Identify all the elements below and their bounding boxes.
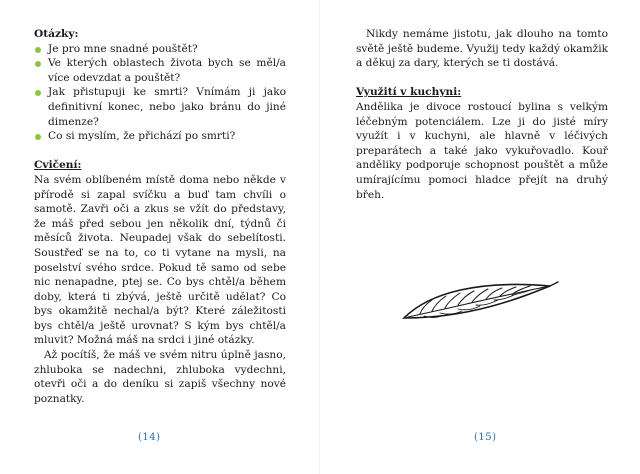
kitchen-use-paragraph: Andělika je divoce rostoucí bylina s velkým léčebným potenciálem. Lze ji do jisté míry využít i v kuchyni, ale hlavně v léčivých preparátech a také jako vykuřovadlo. Kouř anděliky podporuje schopnost pouštět a může umírajícímu pomoci hladce přejít na druhý břeh. [356,100,608,201]
question-item: Co si myslím, že přichází po smrti? [34,129,286,144]
right-page-text [356,27,608,202]
exercise-paragraph: Na svém oblíbeném místě doma nebo někde v přírodě si zapal svíčku a buď tam chvíli o samotě. Zavři oči a zkus se vžít do představy, že máš před sebou jen několik dní, týdnů či měsíců života. Neupadej však do sebelítosti. Soustřeď se na to, co ti vytane na mysli, na poselství svého srdce. Pokud tě samo od sebe nic nenapadne, ptej se. Co bys chtěl/a během doby, která ti zbývá, ještě určitě udělat? Co bys okamžitě nechal/a být? Které záležitosti bys chtěl/a ještě urovnat? S kým bys chtěl/a mluvit? Možná máš na srdci i jiné otázky. [34,173,286,347]
leaf-illustration [400,278,560,328]
exercise-paragraph: Až pocítíš, že máš ve svém nitru úplně jasno, zhluboka se nadechni, zhluboka vydechni, otevři oči a do deníku si zapiš všechny nové poznatky. [34,349,286,405]
question-item: Jak přistupuji ke smrti? Vnímám ji jako definitivní konec, nebo jako bránu do jiné dimenze? [34,85,286,129]
bullet-icon [35,61,41,67]
left-page-text [34,27,286,406]
bullet-icon [35,134,41,140]
book-gutter [319,0,320,474]
question-item: Je pro mne snadné pouštět? [34,42,286,57]
exercise-heading: Cvičení: [34,159,82,172]
intro-paragraph: Nikdy nemáme jistotu, jak dlouho na tomto světě ještě budeme. Využij tedy každý okamžik a děkuj za dary, kterých se ti dostává. [356,28,608,70]
questions-heading: Otázky: [34,28,79,40]
bullet-icon [35,90,41,96]
kitchen-use-heading: Využití v kuchyni: [356,86,462,99]
question-item: Ve kterých oblastech života bych se měl/a více odevzdat a pouštět? [34,56,286,85]
page-number: (14) [138,432,161,443]
questions-list [34,42,286,144]
bullet-icon [35,47,41,53]
page-number: (15) [474,432,497,443]
